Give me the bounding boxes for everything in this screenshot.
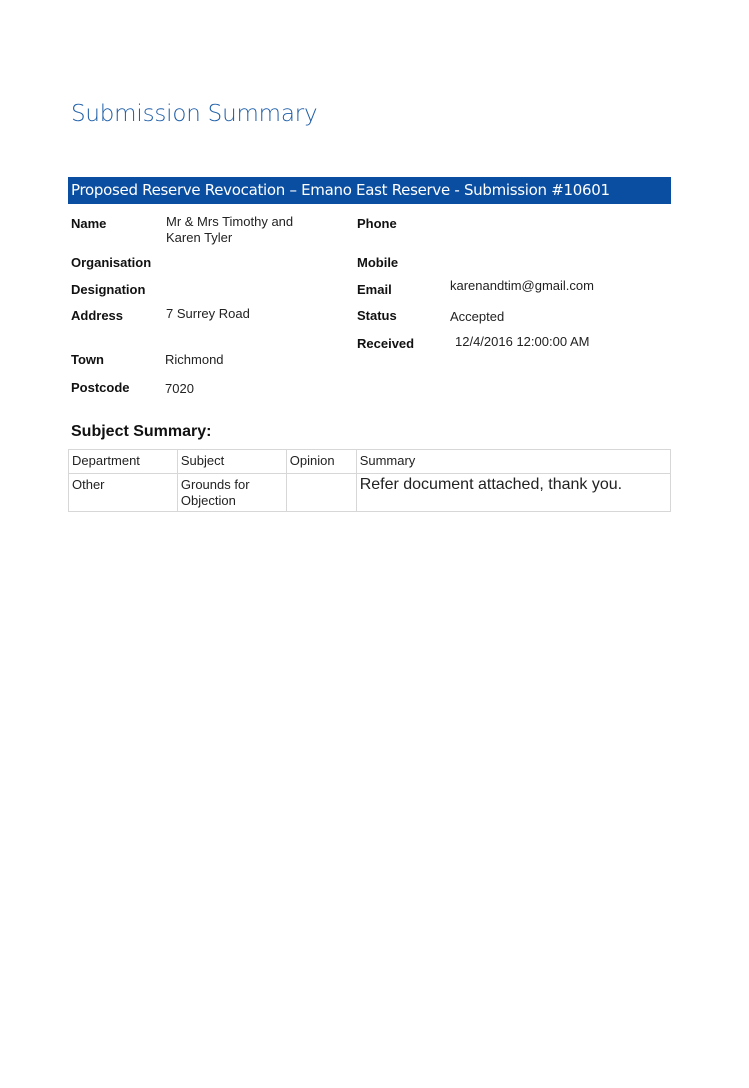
phone-label: Phone (357, 216, 397, 231)
address-value: 7 Surrey Road (166, 306, 250, 321)
received-value: 12/4/2016 12:00:00 AM (455, 334, 590, 349)
page-title: Submission Summary (71, 101, 318, 127)
email-value: karenandtim@gmail.com (450, 278, 594, 293)
cell-subject (177, 474, 286, 512)
town-value: Richmond (165, 352, 224, 367)
column-header-summary: Summary (356, 450, 670, 474)
cell-subject-line2: Objection (180, 493, 236, 508)
status-label: Status (357, 308, 397, 323)
table-header-row (69, 450, 671, 474)
status-value: Accepted (450, 309, 505, 324)
column-header-department: Department (69, 450, 178, 474)
mobile-label: Mobile (357, 255, 399, 270)
cell-subject-line1: Grounds for (180, 477, 250, 492)
postcode-value: 7020 (165, 381, 194, 396)
cell-department: Other (69, 474, 178, 512)
subject-summary-table (68, 449, 671, 512)
received-label: Received (357, 336, 415, 351)
name-value (166, 214, 293, 246)
name-value-line2: Karen Tyler (166, 230, 233, 245)
subject-summary-heading: Subject Summary: (71, 423, 212, 440)
designation-label: Designation (71, 282, 146, 297)
cell-summary: Refer document attached, thank you. (356, 474, 670, 512)
postcode-label: Postcode (71, 380, 130, 395)
town-label: Town (71, 352, 104, 367)
table-row (69, 474, 671, 512)
name-label: Name (71, 216, 107, 231)
column-header-subject: Subject (177, 450, 286, 474)
column-header-opinion: Opinion (286, 450, 356, 474)
submission-banner: Proposed Reserve Revocation – Emano East Reserve - Submission #10601 (68, 177, 671, 204)
organisation-label: Organisation (71, 255, 152, 270)
name-value-line1: Mr & Mrs Timothy and (166, 214, 294, 229)
cell-opinion (286, 474, 356, 512)
address-label: Address (71, 308, 124, 323)
email-label: Email (357, 282, 392, 297)
